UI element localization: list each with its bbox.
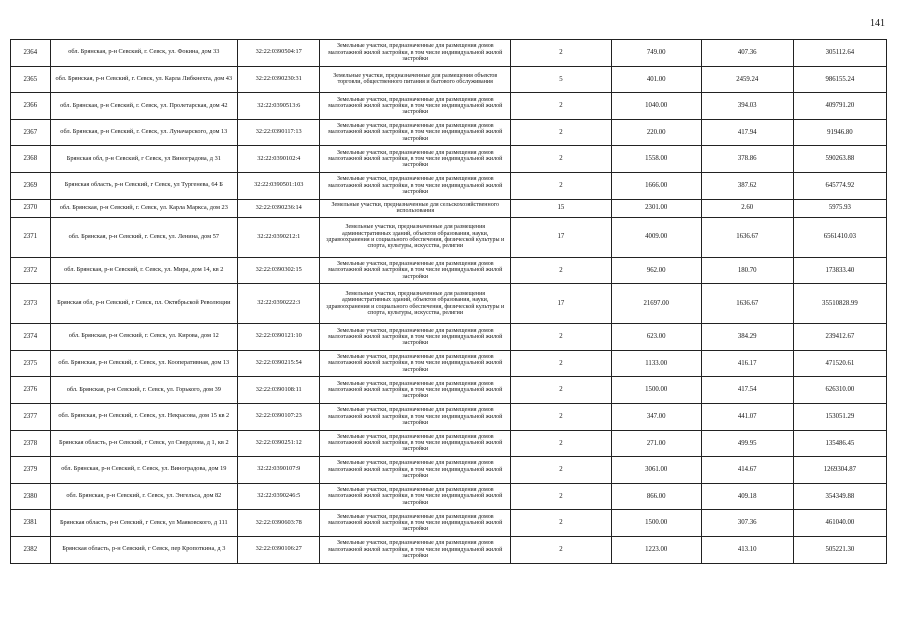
row-number-cell: 2381	[11, 510, 51, 537]
specific-value-cell: 417.94	[701, 119, 793, 146]
address-cell: обл. Брянская, р-н Севский, г. Севск, ул. Кооперативная, дом 13	[50, 350, 237, 377]
area-cell: 1223.00	[611, 536, 701, 563]
cadastral-value-cell: 5975.93	[793, 199, 886, 217]
area-cell: 401.00	[611, 66, 701, 93]
specific-value-cell: 180.70	[701, 257, 793, 284]
table-row	[11, 257, 887, 284]
area-cell: 1666.00	[611, 172, 701, 199]
land-use-cell: Земельные участки, предназначенные для размещения домов малоэтажной жилой застройки, в том числе индивидуальной жилой застройки	[320, 350, 511, 377]
specific-value-cell: 307.36	[701, 510, 793, 537]
area-cell: 866.00	[611, 483, 701, 510]
area-cell: 1500.00	[611, 510, 701, 537]
row-number-cell: 2372	[11, 257, 51, 284]
row-number-cell: 2368	[11, 146, 51, 173]
table-row	[11, 510, 887, 537]
specific-value-cell: 384.29	[701, 324, 793, 351]
area-cell: 1500.00	[611, 377, 701, 404]
address-cell: обл. Брянская, р-н Севский, г. Севск, ул. Луначарского, дом 13	[50, 119, 237, 146]
row-number-cell: 2374	[11, 324, 51, 351]
specific-value-cell: 414.67	[701, 457, 793, 484]
cadastral-number-cell: 32:22:0390106:27	[238, 536, 320, 563]
cadastral-number-cell: 32:22:0390513:6	[238, 93, 320, 120]
table-row	[11, 40, 887, 67]
cadastral-value-table	[10, 39, 887, 564]
cadastral-number-cell: 32:22:0390117:13	[238, 119, 320, 146]
cadastral-value-cell: 645774.92	[793, 172, 886, 199]
land-use-cell: Земельные участки, предназначенные для размещения административных зданий, объектов образования, науки, здравоохранения и социального обеспечения, физической культуры и спорта, культуры, искусства, религии	[320, 284, 511, 324]
cadastral-value-cell: 239412.67	[793, 324, 886, 351]
cadastral-value-cell: 590263.88	[793, 146, 886, 173]
area-cell: 271.00	[611, 430, 701, 457]
table-body	[11, 40, 887, 564]
cadastral-number-cell: 32:22:0390246:5	[238, 483, 320, 510]
cadastral-value-cell: 626310.00	[793, 377, 886, 404]
row-number-cell: 2378	[11, 430, 51, 457]
group-cell: 2	[511, 350, 612, 377]
address-cell: обл. Брянская, р-н Севский, г. Севск, ул. Мира, дом 14, кв 2	[50, 257, 237, 284]
group-cell: 2	[511, 119, 612, 146]
cadastral-value-cell: 6561410.03	[793, 217, 886, 257]
area-cell: 2301.00	[611, 199, 701, 217]
cadastral-number-cell: 32:22:0390236:14	[238, 199, 320, 217]
cadastral-value-cell: 505221.30	[793, 536, 886, 563]
land-use-cell: Земельные участки, предназначенные для размещения домов малоэтажной жилой застройки, в том числе индивидуальной жилой застройки	[320, 93, 511, 120]
row-number-cell: 2371	[11, 217, 51, 257]
land-use-cell: Земельные участки, предназначенные для размещения объектов торговли, общественного питания и бытового обслуживания	[320, 66, 511, 93]
land-use-cell: Земельные участки, предназначенные для размещения домов малоэтажной жилой застройки, в том числе индивидуальной жилой застройки	[320, 430, 511, 457]
row-number-cell: 2366	[11, 93, 51, 120]
row-number-cell: 2375	[11, 350, 51, 377]
specific-value-cell: 2459.24	[701, 66, 793, 93]
group-cell: 2	[511, 172, 612, 199]
table-row	[11, 119, 887, 146]
cadastral-number-cell: 32:22:0390501:103	[238, 172, 320, 199]
cadastral-value-cell: 354349.88	[793, 483, 886, 510]
table-row	[11, 536, 887, 563]
cadastral-value-cell: 135486.45	[793, 430, 886, 457]
specific-value-cell: 407.36	[701, 40, 793, 67]
group-cell: 2	[511, 430, 612, 457]
page-number: 141	[870, 18, 885, 29]
address-cell: обл. Брянская, р-н Севский, г. Севск, ул. Энгельса, дом 82	[50, 483, 237, 510]
cadastral-value-cell: 153051.29	[793, 403, 886, 430]
table-row	[11, 430, 887, 457]
cadastral-number-cell: 32:22:0390302:15	[238, 257, 320, 284]
address-cell: Брянская область, р-н Севский, г Севск, ул Свердлова, д 1, кв 2	[50, 430, 237, 457]
table-row	[11, 350, 887, 377]
area-cell: 1558.00	[611, 146, 701, 173]
table-row	[11, 377, 887, 404]
address-cell: Брянская область, р-н Севский, г Севск, ул Маяковского, д 111	[50, 510, 237, 537]
specific-value-cell: 394.03	[701, 93, 793, 120]
row-number-cell: 2380	[11, 483, 51, 510]
specific-value-cell: 417.54	[701, 377, 793, 404]
land-use-cell: Земельные участки, предназначенные для размещения домов малоэтажной жилой застройки, в том числе индивидуальной жилой застройки	[320, 40, 511, 67]
row-number-cell: 2364	[11, 40, 51, 67]
cadastral-value-cell: 471520.61	[793, 350, 886, 377]
specific-value-cell: 416.17	[701, 350, 793, 377]
land-use-cell: Земельные участки, предназначенные для размещения домов малоэтажной жилой застройки, в том числе индивидуальной жилой застройки	[320, 403, 511, 430]
land-use-cell: Земельные участки, предназначенные для размещения домов малоэтажной жилой застройки, в том числе индивидуальной жилой застройки	[320, 172, 511, 199]
cadastral-value-cell: 461040.00	[793, 510, 886, 537]
group-cell: 2	[511, 146, 612, 173]
cadastral-number-cell: 32:22:0390603:78	[238, 510, 320, 537]
address-cell: обл. Брянская, р-н Севский, г. Севск, ул. Пролетарская, дом 42	[50, 93, 237, 120]
row-number-cell: 2376	[11, 377, 51, 404]
table-row	[11, 403, 887, 430]
address-cell: Брянская обл, р-н Севский, г Севск, пл. Октябрьской Революции	[50, 284, 237, 324]
address-cell: Брянская обл, р-н Севский, г Севск, ул Виноградова, д 31	[50, 146, 237, 173]
group-cell: 17	[511, 217, 612, 257]
group-cell: 2	[511, 40, 612, 67]
cadastral-value-cell: 173833.40	[793, 257, 886, 284]
group-cell: 17	[511, 284, 612, 324]
cadastral-number-cell: 32:22:0390107:9	[238, 457, 320, 484]
address-cell: обл. Брянская, р-н Севский, г. Севск, ул. Кирова, дом 12	[50, 324, 237, 351]
cadastral-value-cell: 305112.64	[793, 40, 886, 67]
area-cell: 749.00	[611, 40, 701, 67]
land-use-cell: Земельные участки, предназначенные для размещения домов малоэтажной жилой застройки, в том числе индивидуальной жилой застройки	[320, 257, 511, 284]
cadastral-number-cell: 32:22:0390107:23	[238, 403, 320, 430]
cadastral-value-cell: 35510828.99	[793, 284, 886, 324]
area-cell: 220.00	[611, 119, 701, 146]
address-cell: Брянская область, р-н Севский, г Севск, ул Тургенева, 64 Б	[50, 172, 237, 199]
specific-value-cell: 413.10	[701, 536, 793, 563]
group-cell: 2	[511, 457, 612, 484]
group-cell: 2	[511, 257, 612, 284]
area-cell: 4009.00	[611, 217, 701, 257]
row-number-cell: 2382	[11, 536, 51, 563]
cadastral-value-cell: 91946.80	[793, 119, 886, 146]
row-number-cell: 2367	[11, 119, 51, 146]
group-cell: 2	[511, 324, 612, 351]
group-cell: 5	[511, 66, 612, 93]
group-cell: 15	[511, 199, 612, 217]
table-row	[11, 199, 887, 217]
address-cell: Брянская область, р-н Севский, г Севск, пер Кропоткина, д 3	[50, 536, 237, 563]
cadastral-number-cell: 32:22:0390102:4	[238, 146, 320, 173]
cadastral-number-cell: 32:22:0390215:54	[238, 350, 320, 377]
table-row	[11, 324, 887, 351]
area-cell: 623.00	[611, 324, 701, 351]
specific-value-cell: 499.95	[701, 430, 793, 457]
specific-value-cell: 409.18	[701, 483, 793, 510]
table-row	[11, 172, 887, 199]
area-cell: 1040.00	[611, 93, 701, 120]
cadastral-value-cell: 409791.20	[793, 93, 886, 120]
specific-value-cell: 1636.67	[701, 284, 793, 324]
table-row	[11, 483, 887, 510]
specific-value-cell: 441.07	[701, 403, 793, 430]
cadastral-number-cell: 32:22:0390121:10	[238, 324, 320, 351]
area-cell: 962.00	[611, 257, 701, 284]
address-cell: обл. Брянская, р-н Севский, г. Севск, ул. Фокина, дом 33	[50, 40, 237, 67]
table-row	[11, 146, 887, 173]
area-cell: 21697.00	[611, 284, 701, 324]
table-row	[11, 66, 887, 93]
land-use-cell: Земельные участки, предназначенные для размещения домов малоэтажной жилой застройки, в том числе индивидуальной жилой застройки	[320, 536, 511, 563]
table-row	[11, 217, 887, 257]
row-number-cell: 2377	[11, 403, 51, 430]
land-use-cell: Земельные участки, предназначенные для сельскохозяйственного использования	[320, 199, 511, 217]
cadastral-number-cell: 32:22:0390108:11	[238, 377, 320, 404]
address-cell: обл. Брянская, р-н Севский, г. Севск, ул. Карла Либкнехта, дом 43	[50, 66, 237, 93]
land-use-cell: Земельные участки, предназначенные для размещения домов малоэтажной жилой застройки, в том числе индивидуальной жилой застройки	[320, 324, 511, 351]
specific-value-cell: 387.62	[701, 172, 793, 199]
specific-value-cell: 378.86	[701, 146, 793, 173]
land-use-cell: Земельные участки, предназначенные для размещения домов малоэтажной жилой застройки, в том числе индивидуальной жилой застройки	[320, 483, 511, 510]
land-use-cell: Земельные участки, предназначенные для размещения домов малоэтажной жилой застройки, в том числе индивидуальной жилой застройки	[320, 377, 511, 404]
address-cell: обл. Брянская, р-н Севский, г. Севск, ул. Некрасова, дом 15 кв 2	[50, 403, 237, 430]
group-cell: 2	[511, 510, 612, 537]
table-row	[11, 284, 887, 324]
cadastral-number-cell: 32:22:0390251:12	[238, 430, 320, 457]
cadastral-value-cell: 986155.24	[793, 66, 886, 93]
row-number-cell: 2379	[11, 457, 51, 484]
row-number-cell: 2370	[11, 199, 51, 217]
row-number-cell: 2373	[11, 284, 51, 324]
group-cell: 2	[511, 483, 612, 510]
cadastral-number-cell: 32:22:0390222:3	[238, 284, 320, 324]
cadastral-number-cell: 32:22:0390504:17	[238, 40, 320, 67]
area-cell: 347.00	[611, 403, 701, 430]
land-use-cell: Земельные участки, предназначенные для размещения административных зданий, объектов образования, науки, здравоохранения и социального обеспечения, физической культуры и спорта, культуры, искусства, религии	[320, 217, 511, 257]
address-cell: обл. Брянская, р-н Севский, г. Севск, ул. Ленина, дом 57	[50, 217, 237, 257]
group-cell: 2	[511, 403, 612, 430]
area-cell: 3061.00	[611, 457, 701, 484]
address-cell: обл. Брянская, р-н Севский, г. Севск, ул. Горького, дом 39	[50, 377, 237, 404]
land-use-cell: Земельные участки, предназначенные для размещения домов малоэтажной жилой застройки, в том числе индивидуальной жилой застройки	[320, 119, 511, 146]
group-cell: 2	[511, 536, 612, 563]
area-cell: 1133.00	[611, 350, 701, 377]
group-cell: 2	[511, 377, 612, 404]
land-use-cell: Земельные участки, предназначенные для размещения домов малоэтажной жилой застройки, в том числе индивидуальной жилой застройки	[320, 510, 511, 537]
address-cell: обл. Брянская, р-н Севский, г. Севск, ул. Карла Маркса, дом 23	[50, 199, 237, 217]
row-number-cell: 2369	[11, 172, 51, 199]
cadastral-number-cell: 32:22:0390212:1	[238, 217, 320, 257]
table-row	[11, 457, 887, 484]
specific-value-cell: 1636.67	[701, 217, 793, 257]
land-use-cell: Земельные участки, предназначенные для размещения домов малоэтажной жилой застройки, в том числе индивидуальной жилой застройки	[320, 146, 511, 173]
cadastral-value-cell: 1269304.87	[793, 457, 886, 484]
specific-value-cell: 2.60	[701, 199, 793, 217]
group-cell: 2	[511, 93, 612, 120]
cadastral-number-cell: 32:22:0390230:31	[238, 66, 320, 93]
address-cell: обл. Брянская, р-н Севский, г. Севск, ул. Виноградова, дом 19	[50, 457, 237, 484]
table-row	[11, 93, 887, 120]
row-number-cell: 2365	[11, 66, 51, 93]
land-use-cell: Земельные участки, предназначенные для размещения домов малоэтажной жилой застройки, в том числе индивидуальной жилой застройки	[320, 457, 511, 484]
